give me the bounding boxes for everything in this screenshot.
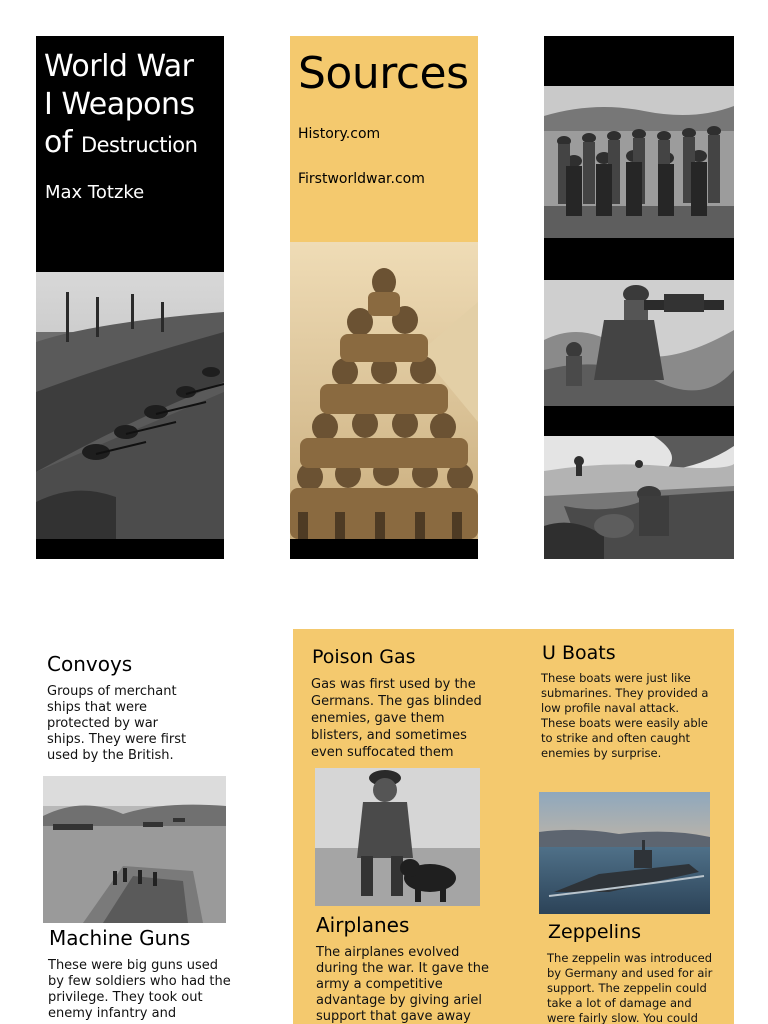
u-boats-text: These boats were just like submarines. They provided a low profile naval attack. These boats were easily able to strike and often caught enemies by surprise. — [541, 671, 709, 760]
source-item: History.com — [298, 126, 381, 142]
poison-gas-text: Gas was first used by the Germans. The gas blinded enemies, gave them blisters, and sometimes even suffocated them — [311, 677, 482, 760]
gas-mask-soldier-photo — [315, 768, 480, 906]
title-bottom-bar — [36, 539, 224, 559]
sources-title: Sources — [298, 48, 469, 99]
title-line-3 — [44, 124, 222, 164]
title-line-3-small: Destruction — [80, 133, 198, 157]
machine-guns-heading: Machine Guns — [49, 926, 191, 950]
photo-strip-bar-2 — [544, 238, 734, 280]
trench-riflemen-photo — [36, 272, 224, 539]
airplanes-text: The airplanes evolved during the war. It gave the army a competitive advantage by giving ariel support that gave away — [316, 945, 489, 1024]
sources-bottom-bar — [290, 539, 478, 559]
convoys-heading: Convoys — [47, 652, 133, 676]
u-boat-painting — [539, 792, 710, 914]
machine-gunner-photo — [544, 280, 734, 406]
source-item: Firstworldwar.com — [298, 171, 425, 187]
photo-strip-top-bar — [544, 36, 734, 86]
convoys-text: Groups of merchant ships that were protected by war ships. They were first used by the British. — [47, 684, 187, 763]
poison-gas-heading: Poison Gas — [312, 646, 416, 668]
title-line-2: I Weapons — [44, 87, 195, 122]
marching-soldiers-photo — [544, 86, 734, 238]
zeppelins-heading: Zeppelins — [548, 921, 642, 943]
title-panel — [36, 36, 224, 272]
sources-panel — [290, 36, 478, 242]
title-line-1: World War — [44, 49, 194, 84]
zeppelins-text: The zeppelin was introduced by Germany and used for air support. The zeppelin could take a lot of damage and were fairly slow. You could — [547, 951, 713, 1024]
title-line-3-big: of — [44, 125, 72, 160]
u-boats-heading: U Boats — [542, 642, 616, 664]
trench-soldiers-photo — [544, 436, 734, 559]
human-pyramid-photo — [290, 242, 478, 539]
convoy-ships-photo — [43, 776, 226, 923]
photo-strip-bar-3 — [544, 406, 734, 436]
airplanes-heading: Airplanes — [316, 913, 410, 937]
machine-guns-text: These were big guns used by few soldiers who had the privilege. They took out enemy infantry and — [48, 958, 231, 1021]
author-name: Max Totzke — [45, 182, 145, 203]
brochure-title — [44, 48, 222, 164]
